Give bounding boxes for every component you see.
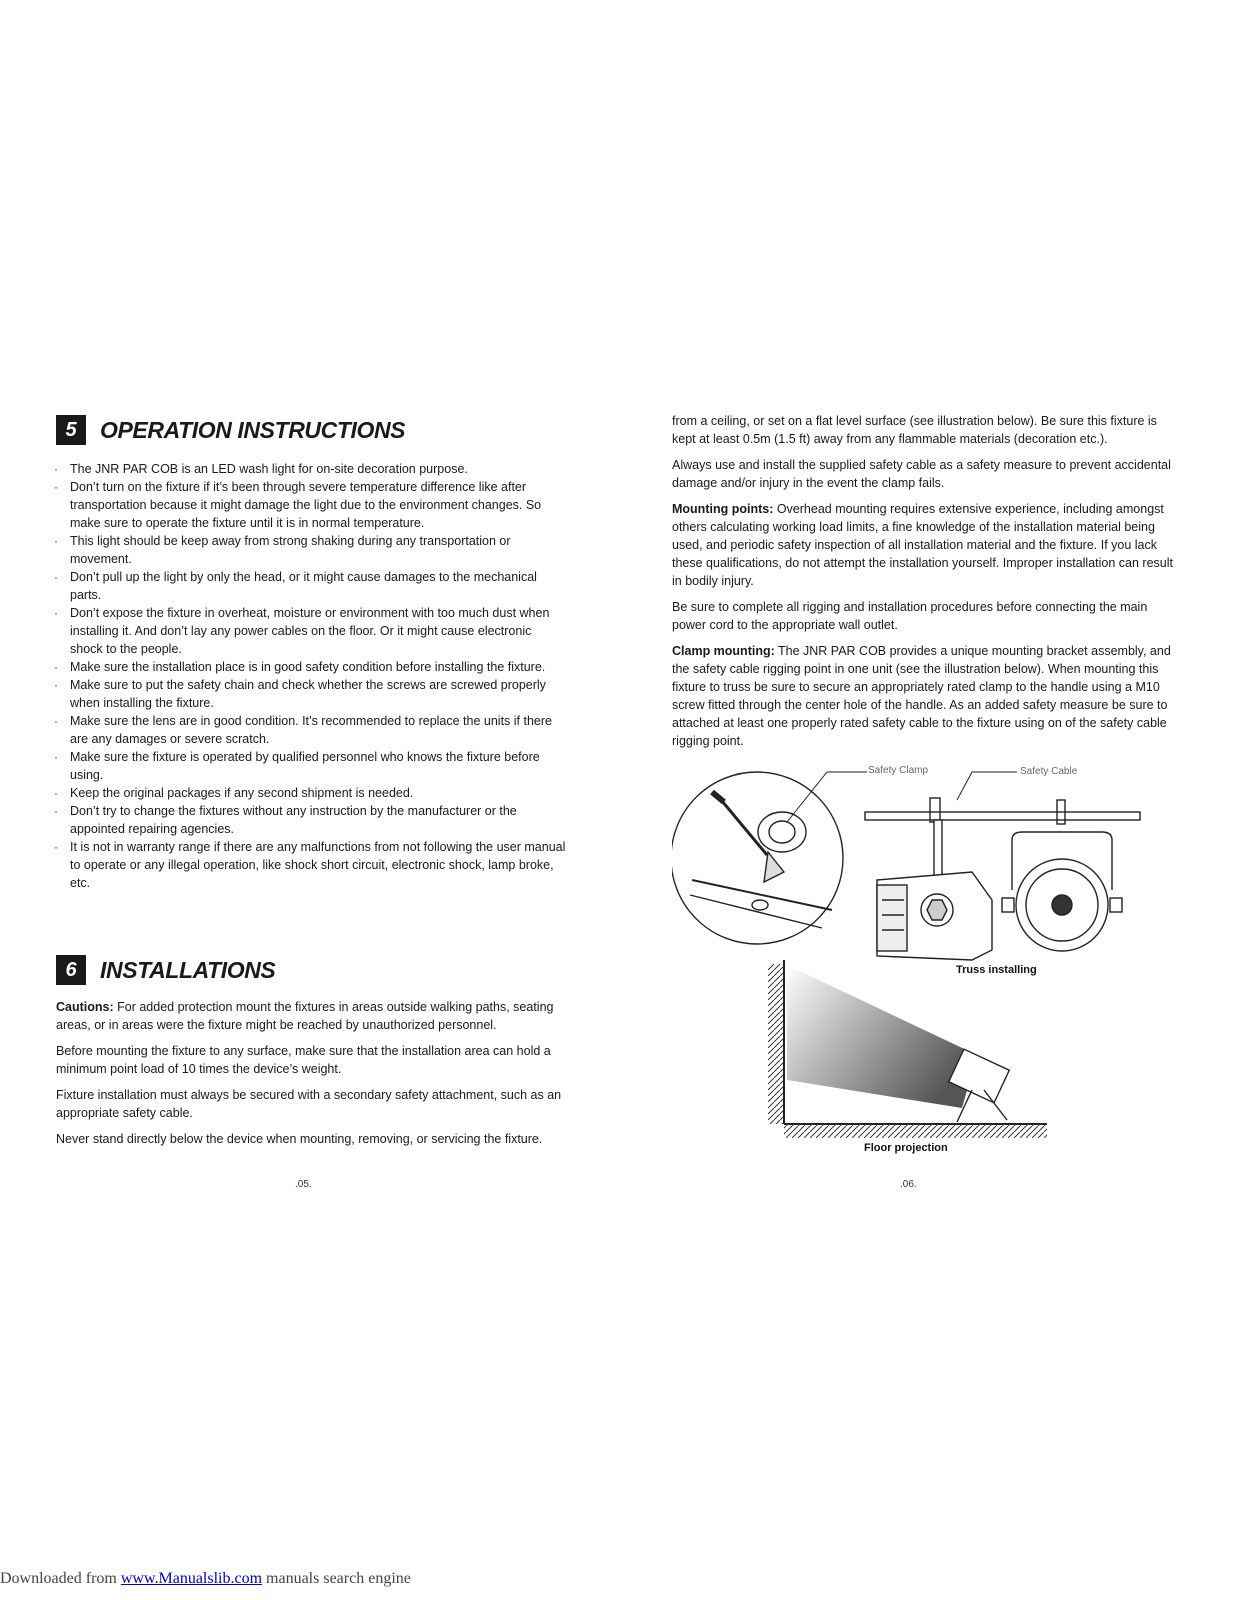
list-item: · Don’t try to change the fixtures without any instruction by the manufacturer or the appointed repairing agencies.: [56, 802, 566, 838]
list-item: · It is not in warranty range if there are any malfunctions from not following the user manual to operate or any illegal operation, like shock short circuit, electronic shock, lamp broke, etc.: [56, 838, 566, 892]
page-number-right: .06.: [900, 1179, 917, 1190]
clamp-detail-zoom: [672, 772, 843, 944]
safety-clamp-pointer: [787, 772, 867, 822]
fixture-side-view: [877, 798, 992, 960]
right-page-column: [672, 412, 1182, 758]
installation-illustration: [672, 760, 1152, 1160]
installation-drawing: [672, 760, 1152, 1160]
fixture-front-view: [1002, 800, 1122, 951]
list-item: · Don’t pull up the light by only the head, or it might cause damages to the mechanical parts.: [56, 568, 566, 604]
page-number-left: .05.: [295, 1179, 312, 1190]
list-item: · Make sure the lens are in good condition. It’s recommended to replace the units if there are any damages or severe scratch.: [56, 712, 566, 748]
floor-projection-drawing: [768, 960, 1047, 1138]
section-6-number: 6: [56, 955, 86, 985]
installations-body: [56, 998, 566, 1148]
list-item: · Make sure the installation place is in good safety condition before installing the fixture.: [56, 658, 566, 676]
section-6-title: INSTALLATIONS: [100, 956, 276, 983]
clamp-mounting-paragraph: [672, 642, 1182, 750]
installation-paragraph-1: Before mounting the fixture to any surface, make sure that the installation area can hold a minimum point load of 10 times the device’s weight.: [56, 1044, 551, 1076]
list-item: · Don’t turn on the fixture if it’s been through severe temperature difference like after transportation because it might damage the light due to the environment changes. So make sure to operate the fixture until it is in normal temperature.: [56, 478, 566, 532]
right-paragraph-2: Always use and install the supplied safety cable as a safety measure to prevent accidental damage and/or injury in the event the clamp fails.: [672, 458, 1171, 490]
installation-paragraph-2: Fixture installation must always be secured with a secondary safety attachment, such as an appropriate safety cable.: [56, 1088, 562, 1120]
footer-suffix: manuals search engine: [262, 1570, 411, 1587]
section-5-header: [56, 414, 566, 446]
footer-prefix: Downloaded from: [0, 1570, 121, 1587]
list-item: · This light should be keep away from strong shaking during any transportation or movement.: [56, 532, 566, 568]
list-item: · Make sure to put the safety chain and check whether the screws are screwed properly when installing the fixture.: [56, 676, 566, 712]
safety-clamp-label: Safety Clamp: [868, 765, 929, 776]
mounting-points-paragraph: [672, 500, 1182, 590]
list-item: · Make sure the fixture is operated by qualified personnel who knows the fixture before using.: [56, 748, 566, 784]
cautions-text: For added protection mount the fixtures in areas outside walking paths, seating areas, or in areas were the fixture might be reached by unauthorized personnel.: [56, 1000, 554, 1032]
download-footer: [0, 1570, 411, 1588]
cautions-label: Cautions:: [56, 1000, 114, 1014]
mounting-points-text: Overhead mounting requires extensive experience, including amongst others calculating working load limits, a fine knowledge of the installation material being used, and periodic safety inspection of all installation material and the fixture. If you lack these qualifications, do not attempt the installation yourself. Improper installation can result in bodily injury.: [672, 502, 1173, 588]
section-6-header: [56, 954, 566, 986]
mounting-points-label: Mounting points:: [672, 502, 774, 516]
safety-cable-pointer: [957, 772, 1017, 800]
safety-cable-label: Safety Cable: [1020, 766, 1078, 777]
right-paragraph-1: from a ceiling, or set on a flat level surface (see illustration below). Be sure this fixture is kept at least 0.5m (1.5 ft) away from any flammable materials (decoration etc.).: [672, 414, 1157, 446]
cautions-paragraph: [56, 998, 566, 1034]
installation-paragraph-3: Never stand directly below the device when mounting, removing, or servicing the fixture.: [56, 1132, 543, 1146]
section-5-title: OPERATION INSTRUCTIONS: [100, 416, 406, 443]
right-paragraph-4: Be sure to complete all rigging and installation procedures before connecting the main power cord to the appropriate wall outlet.: [672, 600, 1148, 632]
floor-projection-caption: Floor projection: [864, 1142, 948, 1154]
list-item: · The JNR PAR COB is an LED wash light for on-site decoration purpose.: [56, 460, 566, 478]
truss-installing-caption: Truss installing: [956, 964, 1037, 976]
truss-bar: [865, 812, 1140, 820]
section-5-number: 5: [56, 415, 86, 445]
operation-instructions-list: [56, 460, 566, 892]
clamp-mounting-text: The JNR PAR COB provides a unique mounting bracket assembly, and the safety cable rigging point in one unit (see the illustration below). When mounting this fixture to truss be sure to secure an appropriately rated clamp to the handle using a M10 screw fitted through the center hole of the handle. As an added safety measure be sure to attached at least one properly rated safety cable to the fixture using on of the safety cable rigging point.: [672, 644, 1171, 748]
clamp-mounting-label: Clamp mounting:: [672, 644, 775, 658]
list-item: · Keep the original packages if any second shipment is needed.: [56, 784, 566, 802]
left-page-column: [56, 414, 566, 1156]
list-item: · Don’t expose the fixture in overheat, moisture or environment with too much dust when installing it. And don’t lay any power cables on the floor. Or it might cause electronic shock to the people.: [56, 604, 566, 658]
manualslib-link[interactable]: www.Manualslib.com: [120, 1570, 263, 1587]
